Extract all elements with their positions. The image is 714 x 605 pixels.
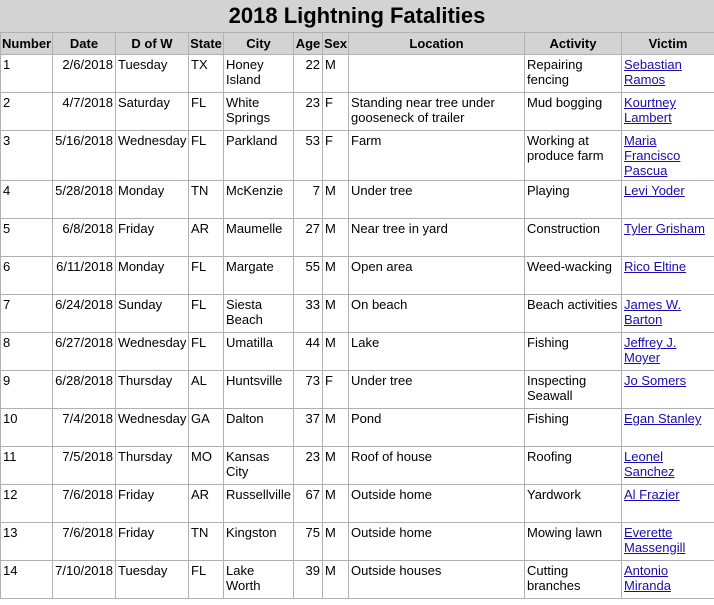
cell-sex: M	[323, 219, 349, 257]
table-row	[1, 523, 714, 561]
cell-age: 55	[294, 257, 323, 295]
cell-number: 4	[1, 181, 53, 219]
cell-number: 14	[1, 561, 53, 599]
cell-activity: Mowing lawn	[525, 523, 622, 561]
cell-state: FL	[189, 333, 224, 371]
cell-number: 13	[1, 523, 53, 561]
cell-location: Standing near tree under gooseneck of trailer	[349, 93, 525, 131]
cell-city: Siesta Beach	[224, 295, 294, 333]
victim-link[interactable]: Jeffrey J. Moyer	[624, 335, 677, 365]
cell-state: AL	[189, 371, 224, 409]
table-row	[1, 219, 714, 257]
table-row	[1, 131, 714, 181]
table-row	[1, 333, 714, 371]
cell-city: Kansas City	[224, 447, 294, 485]
cell-state: FL	[189, 257, 224, 295]
header-row	[1, 33, 714, 55]
cell-age: 75	[294, 523, 323, 561]
cell-dow: Wednesday	[116, 409, 189, 447]
cell-victim	[622, 55, 714, 93]
cell-activity: Beach activities	[525, 295, 622, 333]
cell-sex: M	[323, 333, 349, 371]
cell-number: 7	[1, 295, 53, 333]
cell-state: AR	[189, 219, 224, 257]
cell-sex: M	[323, 409, 349, 447]
cell-location	[349, 55, 525, 93]
cell-dow: Saturday	[116, 93, 189, 131]
cell-age: 33	[294, 295, 323, 333]
cell-date: 6/11/2018	[53, 257, 116, 295]
cell-age: 73	[294, 371, 323, 409]
cell-dow: Wednesday	[116, 333, 189, 371]
cell-activity: Weed-wacking	[525, 257, 622, 295]
victim-link[interactable]: Rico Eltine	[624, 259, 687, 274]
cell-location: Near tree in yard	[349, 219, 525, 257]
victim-link[interactable]: Egan Stanley	[624, 411, 702, 426]
cell-victim	[622, 485, 714, 523]
cell-age: 23	[294, 447, 323, 485]
cell-dow: Wednesday	[116, 131, 189, 181]
victim-link[interactable]: Al Frazier	[624, 487, 680, 502]
cell-state: FL	[189, 131, 224, 181]
table-row	[1, 295, 714, 333]
cell-activity: Mud bogging	[525, 93, 622, 131]
cell-victim	[622, 561, 714, 599]
cell-dow: Tuesday	[116, 55, 189, 93]
cell-city: Maumelle	[224, 219, 294, 257]
cell-state: FL	[189, 295, 224, 333]
cell-city: Huntsville	[224, 371, 294, 409]
cell-sex: M	[323, 55, 349, 93]
fatalities-table	[0, 32, 714, 599]
cell-city: White Springs	[224, 93, 294, 131]
page-title: 2018 Lightning Fatalities	[0, 0, 714, 32]
cell-dow: Friday	[116, 485, 189, 523]
cell-date: 2/6/2018	[53, 55, 116, 93]
cell-city: Dalton	[224, 409, 294, 447]
cell-date: 6/8/2018	[53, 219, 116, 257]
header-sex: Sex	[323, 33, 349, 55]
cell-state: GA	[189, 409, 224, 447]
cell-location: On beach	[349, 295, 525, 333]
cell-sex: M	[323, 485, 349, 523]
cell-sex: M	[323, 447, 349, 485]
cell-victim	[622, 447, 714, 485]
cell-number: 10	[1, 409, 53, 447]
cell-activity: Fishing	[525, 409, 622, 447]
cell-number: 5	[1, 219, 53, 257]
cell-victim	[622, 181, 714, 219]
table-row	[1, 257, 714, 295]
cell-city: Margate	[224, 257, 294, 295]
cell-sex: M	[323, 257, 349, 295]
cell-victim	[622, 409, 714, 447]
header-activity: Activity	[525, 33, 622, 55]
cell-number: 1	[1, 55, 53, 93]
cell-location: Under tree	[349, 181, 525, 219]
cell-state: TN	[189, 181, 224, 219]
cell-state: TX	[189, 55, 224, 93]
cell-city: Umatilla	[224, 333, 294, 371]
cell-date: 7/6/2018	[53, 485, 116, 523]
cell-activity: Roofing	[525, 447, 622, 485]
cell-dow: Tuesday	[116, 561, 189, 599]
cell-location: Under tree	[349, 371, 525, 409]
cell-city: Kingston	[224, 523, 294, 561]
cell-city: Russellville	[224, 485, 294, 523]
cell-sex: M	[323, 523, 349, 561]
cell-victim	[622, 371, 714, 409]
header-age: Age	[294, 33, 323, 55]
cell-city: Lake Worth	[224, 561, 294, 599]
cell-dow: Thursday	[116, 371, 189, 409]
header-victim: Victim	[622, 33, 714, 55]
cell-dow: Monday	[116, 181, 189, 219]
cell-location: Outside home	[349, 523, 525, 561]
cell-age: 67	[294, 485, 323, 523]
cell-date: 5/16/2018	[53, 131, 116, 181]
table-row	[1, 181, 714, 219]
cell-city: Parkland	[224, 131, 294, 181]
cell-date: 7/5/2018	[53, 447, 116, 485]
victim-link[interactable]: Tyler Grisham	[624, 221, 705, 236]
cell-number: 8	[1, 333, 53, 371]
cell-state: TN	[189, 523, 224, 561]
cell-victim	[622, 93, 714, 131]
victim-link[interactable]: Jo Somers	[624, 373, 687, 388]
cell-number: 9	[1, 371, 53, 409]
cell-location: Farm	[349, 131, 525, 181]
victim-link[interactable]: Kourtney Lambert	[624, 95, 677, 125]
cell-dow: Friday	[116, 219, 189, 257]
cell-age: 37	[294, 409, 323, 447]
cell-date: 7/6/2018	[53, 523, 116, 561]
cell-location: Roof of house	[349, 447, 525, 485]
header-location: Location	[349, 33, 525, 55]
cell-date: 7/4/2018	[53, 409, 116, 447]
table-row	[1, 561, 714, 599]
table-row	[1, 485, 714, 523]
cell-number: 3	[1, 131, 53, 181]
cell-victim	[622, 333, 714, 371]
cell-date: 6/24/2018	[53, 295, 116, 333]
victim-link[interactable]: Leonel Sanchez	[624, 449, 675, 479]
cell-age: 23	[294, 93, 323, 131]
cell-age: 7	[294, 181, 323, 219]
header-date: Date	[53, 33, 116, 55]
cell-state: MO	[189, 447, 224, 485]
header-number: Number	[1, 33, 53, 55]
cell-activity: Fishing	[525, 333, 622, 371]
cell-date: 6/28/2018	[53, 371, 116, 409]
cell-city: Honey Island	[224, 55, 294, 93]
victim-link[interactable]: Sebastian Ramos	[624, 57, 682, 87]
cell-age: 27	[294, 219, 323, 257]
cell-activity: Construction	[525, 219, 622, 257]
cell-sex: F	[323, 93, 349, 131]
cell-dow: Thursday	[116, 447, 189, 485]
cell-age: 22	[294, 55, 323, 93]
cell-victim	[622, 131, 714, 181]
cell-victim	[622, 257, 714, 295]
table-body	[1, 55, 714, 599]
cell-location: Outside home	[349, 485, 525, 523]
cell-location: Outside houses	[349, 561, 525, 599]
cell-activity: Repairing fencing	[525, 55, 622, 93]
cell-activity: Yardwork	[525, 485, 622, 523]
cell-number: 6	[1, 257, 53, 295]
cell-sex: M	[323, 181, 349, 219]
cell-location: Open area	[349, 257, 525, 295]
cell-activity: Playing	[525, 181, 622, 219]
victim-link[interactable]: Everette Massengill	[624, 525, 686, 555]
header-city: City	[224, 33, 294, 55]
cell-location: Pond	[349, 409, 525, 447]
cell-date: 5/28/2018	[53, 181, 116, 219]
cell-victim	[622, 295, 714, 333]
cell-activity: Working at produce farm	[525, 131, 622, 181]
cell-age: 53	[294, 131, 323, 181]
table-row	[1, 447, 714, 485]
cell-sex: M	[323, 295, 349, 333]
cell-sex: F	[323, 371, 349, 409]
cell-state: FL	[189, 561, 224, 599]
victim-link[interactable]: Maria Francisco Pascua	[624, 133, 681, 178]
victim-link[interactable]: Levi Yoder	[624, 183, 685, 198]
cell-number: 12	[1, 485, 53, 523]
table-row	[1, 409, 714, 447]
table-row	[1, 93, 714, 131]
cell-state: AR	[189, 485, 224, 523]
cell-number: 2	[1, 93, 53, 131]
victim-link[interactable]: Antonio Miranda	[624, 563, 671, 593]
cell-date: 7/10/2018	[53, 561, 116, 599]
victim-link[interactable]: James W. Barton	[624, 297, 682, 327]
cell-dow: Monday	[116, 257, 189, 295]
cell-sex: F	[323, 131, 349, 181]
header-state: State	[189, 33, 224, 55]
cell-victim	[622, 219, 714, 257]
table-row	[1, 55, 714, 93]
cell-date: 6/27/2018	[53, 333, 116, 371]
cell-victim	[622, 523, 714, 561]
cell-activity: Cutting branches	[525, 561, 622, 599]
header-dow: D of W	[116, 33, 189, 55]
cell-age: 39	[294, 561, 323, 599]
cell-city: McKenzie	[224, 181, 294, 219]
cell-state: FL	[189, 93, 224, 131]
cell-age: 44	[294, 333, 323, 371]
table-row	[1, 371, 714, 409]
cell-activity: Inspecting Seawall	[525, 371, 622, 409]
cell-dow: Friday	[116, 523, 189, 561]
cell-location: Lake	[349, 333, 525, 371]
cell-date: 4/7/2018	[53, 93, 116, 131]
cell-sex: M	[323, 561, 349, 599]
cell-number: 11	[1, 447, 53, 485]
cell-dow: Sunday	[116, 295, 189, 333]
